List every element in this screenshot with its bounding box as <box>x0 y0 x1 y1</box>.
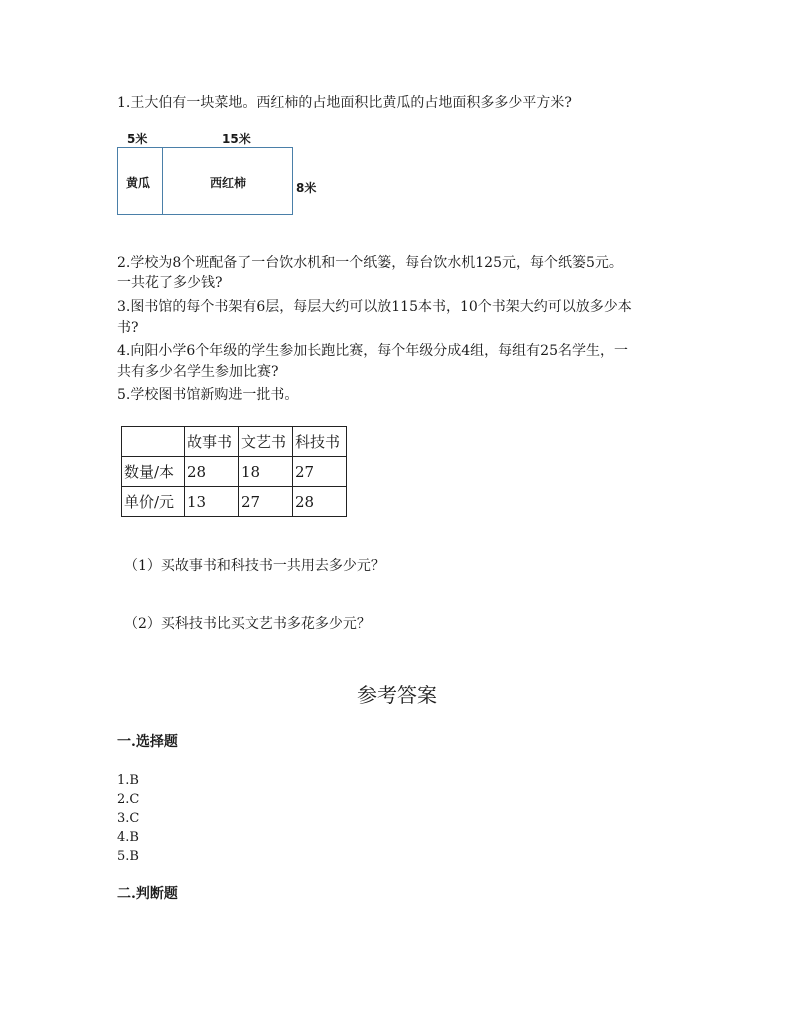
table-header-cell: 故事书 <box>185 427 239 457</box>
table-cell: 单价/元 <box>122 487 185 517</box>
question-3-line-1: 3.图书馆的每个书架有6层，每层大约可以放115本书，10个书架大约可以放多少本 <box>117 299 632 315</box>
diagram-width-right-label: 15米 <box>222 132 251 146</box>
answers-title: 参考答案 <box>357 683 437 707</box>
vegetable-plot-diagram <box>117 147 293 215</box>
table-cell: 28 <box>185 457 239 487</box>
question-4-line-1: 4.向阳小学6个年级的学生参加长跑比赛，每个年级分成4组，每组有25名学生，一 <box>117 343 628 359</box>
cucumber-plot-label: 黄瓜 <box>126 176 151 190</box>
table-header-cell <box>122 427 185 457</box>
answer-item: 5.B <box>117 849 139 864</box>
table-cell: 27 <box>293 457 347 487</box>
table-header-row <box>122 427 347 457</box>
answer-item: 3.C <box>117 811 140 826</box>
table-row <box>122 487 347 517</box>
table-header-cell: 文艺书 <box>239 427 293 457</box>
subquestion-2: （2）买科技书比买文艺书多花多少元？ <box>124 616 371 632</box>
table-cell: 28 <box>293 487 347 517</box>
table-cell: 27 <box>239 487 293 517</box>
question-5: 5.学校图书馆新购进一批书。 <box>117 387 299 403</box>
question-2-line-1: 2.学校为8个班配备了一台饮水机和一个纸篓，每台饮水机125元，每个纸篓5元。 <box>117 255 623 271</box>
table-header-cell: 科技书 <box>293 427 347 457</box>
table-row <box>122 457 347 487</box>
diagram-height-label: 8米 <box>296 181 317 195</box>
diagram-width-left-label: 5米 <box>127 132 148 146</box>
subquestion-1: （1）买故事书和科技书一共用去多少元？ <box>124 558 385 574</box>
section-heading-judgment: 二.判断题 <box>117 886 178 902</box>
question-1: 1.王大伯有一块菜地。西红柿的占地面积比黄瓜的占地面积多多少平方米? <box>117 95 572 111</box>
question-4-line-2: 共有多少名学生参加比赛? <box>117 364 279 380</box>
question-3-line-2: 书? <box>117 320 139 336</box>
question-2-line-2: 一共花了多少钱? <box>117 275 223 291</box>
table-cell: 18 <box>239 457 293 487</box>
section-heading-choice: 一.选择题 <box>117 734 178 750</box>
answer-item: 4.B <box>117 830 139 845</box>
plot-divider <box>162 148 163 214</box>
answer-item: 1.B <box>117 773 139 788</box>
table-cell: 13 <box>185 487 239 517</box>
table-cell: 数量/本 <box>122 457 185 487</box>
book-table <box>121 426 347 517</box>
tomato-plot-label: 西红柿 <box>210 176 247 190</box>
answer-item: 2.C <box>117 792 140 807</box>
